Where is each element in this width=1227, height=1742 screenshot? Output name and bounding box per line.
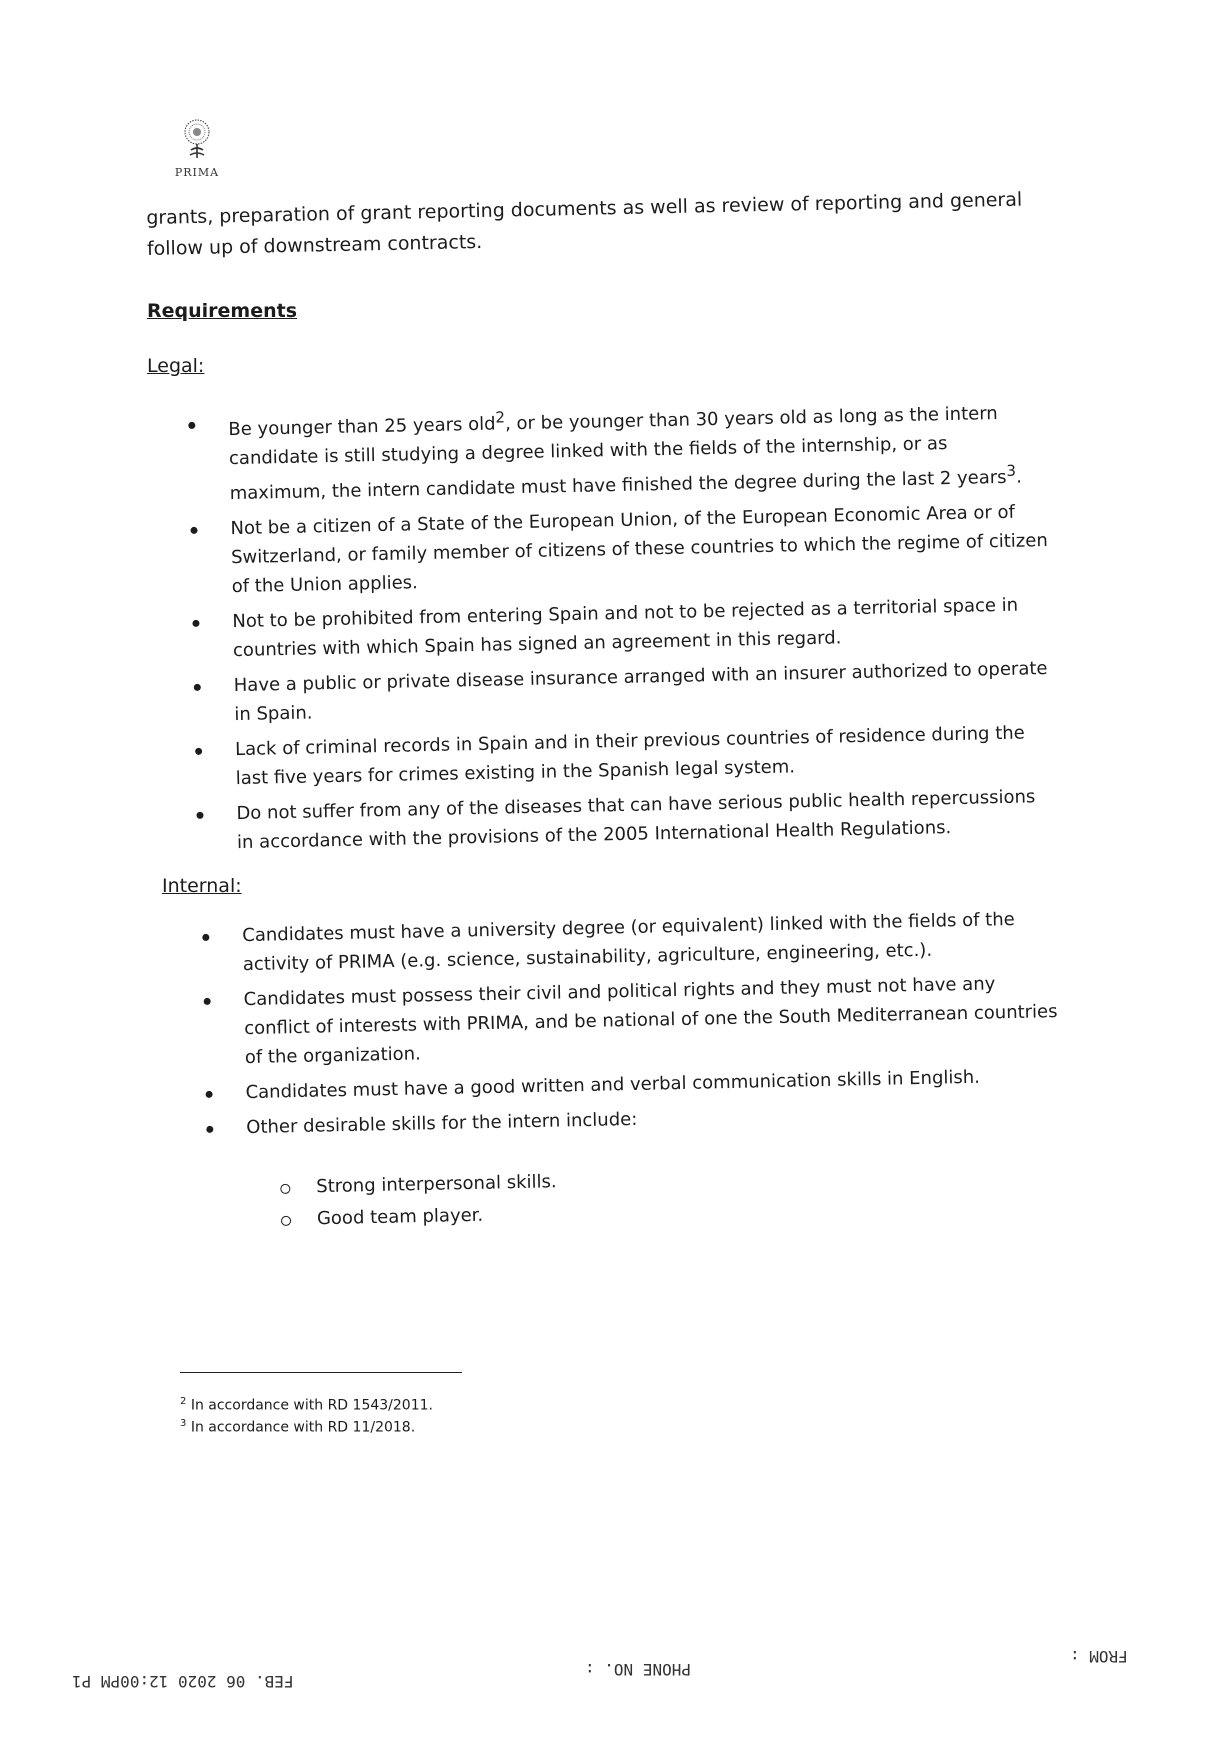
internal-item-3-text: Candidates must have a good written and verbal communication skills in English. <box>245 1066 981 1104</box>
list-item <box>190 497 1052 602</box>
legal-item-2-text: Not be a citizen of a State of the European Union, of the European Economic Area or of Switzerland, or family member of citizens of these countries to which the regime of citizen of the Union applies. <box>230 501 1048 598</box>
internal-item-2-text: Candidates must possess their civil and political rights and they must not have any conflict of interests with PRIMA, and be national of one the South Mediterranean countries of the organization. <box>243 973 1058 1069</box>
footnote-divider <box>180 1372 462 1373</box>
internal-item-4-text: Other desirable skills for the intern include: <box>246 1108 638 1139</box>
footnote-ref: 3 <box>1006 461 1017 480</box>
footnote-3 <box>180 1414 415 1438</box>
legal-item-4-text: Have a public or private disease insurance arranged with an insurer authorized to operate in Spain. <box>233 658 1048 726</box>
bullet-icon <box>194 684 201 691</box>
bullet-icon <box>190 527 197 534</box>
list-item <box>196 782 1057 858</box>
legal-item-1-text: Be younger than 25 years old <box>228 413 496 441</box>
desirable-skills-list <box>280 1162 781 1236</box>
list-item <box>188 392 1050 509</box>
bullet-icon <box>206 1126 213 1133</box>
legal-heading: Legal: <box>147 355 205 377</box>
internal-heading: Internal: <box>162 875 242 897</box>
requirements-heading: Requirements <box>147 300 298 322</box>
skill-2-text: Good team player. <box>316 1204 484 1230</box>
footnote-text: In accordance with RD 1543/2011. <box>190 1397 433 1414</box>
bullet-icon <box>202 934 209 941</box>
fax-phone-stamp: PHONE NO. : <box>585 1660 691 1679</box>
intro-paragraph: grants, preparation of grant reporting documents as well as review of reporting and general follow up of downstream contracts. <box>146 188 1023 260</box>
legal-item-1-end: . <box>1015 466 1023 488</box>
footnote-ref: 2 <box>495 408 506 427</box>
legal-list <box>188 392 1057 864</box>
list-item <box>193 654 1054 730</box>
legal-item-1-rest: , or be younger than 30 years old as long as the intern candidate is still studying a degree linked with the fields of the internship, or as maximum, the intern candidate must have finished the degree during the last 2 years <box>228 403 1007 505</box>
bullet-icon <box>195 748 202 755</box>
skill-1-text: Strong interpersonal skills. <box>316 1171 557 1198</box>
tree-logo-icon <box>177 118 217 164</box>
prima-logo <box>168 118 226 179</box>
bullet-icon <box>196 812 203 819</box>
list-item <box>203 968 1065 1073</box>
legal-item-3-text: Not to be prohibited from entering Spain and not to be rejected as a territorial space in countries with which Spain has signed an agreement in this regard. <box>232 594 1019 662</box>
list-item <box>202 904 1063 980</box>
list-item <box>195 718 1056 794</box>
list-item <box>192 590 1053 666</box>
fax-from-stamp: FROM : <box>1070 1647 1128 1666</box>
logo-wordmark: PRIMA <box>174 166 220 179</box>
bullet-icon <box>188 422 195 429</box>
footnote-number: 2 <box>180 1396 187 1407</box>
legal-item-6-text: Do not suffer from any of the diseases that can have serious public health repercussions in accordance with the provisions of the 2005 International Health Regulations. <box>236 786 1036 854</box>
internal-item-1-text: Candidates must have a university degree (or equivalent) linked with the fields of the activity of PRIMA (e.g. science, sustainability, agriculture, engineering, etc.). <box>242 908 1015 976</box>
fax-date-stamp: FEB. 06 2020 12:00PM P1 <box>72 1672 294 1691</box>
legal-item-5-text: Lack of criminal records in Spain and in their previous countries of residence during the last five years for crimes existing in the Spanish legal system. <box>234 722 1025 790</box>
footnote-number: 3 <box>180 1418 187 1429</box>
footnote-text: In accordance with RD 11/2018. <box>190 1419 416 1436</box>
circle-bullet-icon <box>281 1216 291 1226</box>
footnote-2 <box>180 1392 433 1416</box>
bullet-icon <box>192 620 199 627</box>
bullet-icon <box>204 998 211 1005</box>
bullet-icon <box>206 1091 213 1098</box>
internal-list <box>202 904 1067 1149</box>
circle-bullet-icon <box>280 1184 290 1194</box>
